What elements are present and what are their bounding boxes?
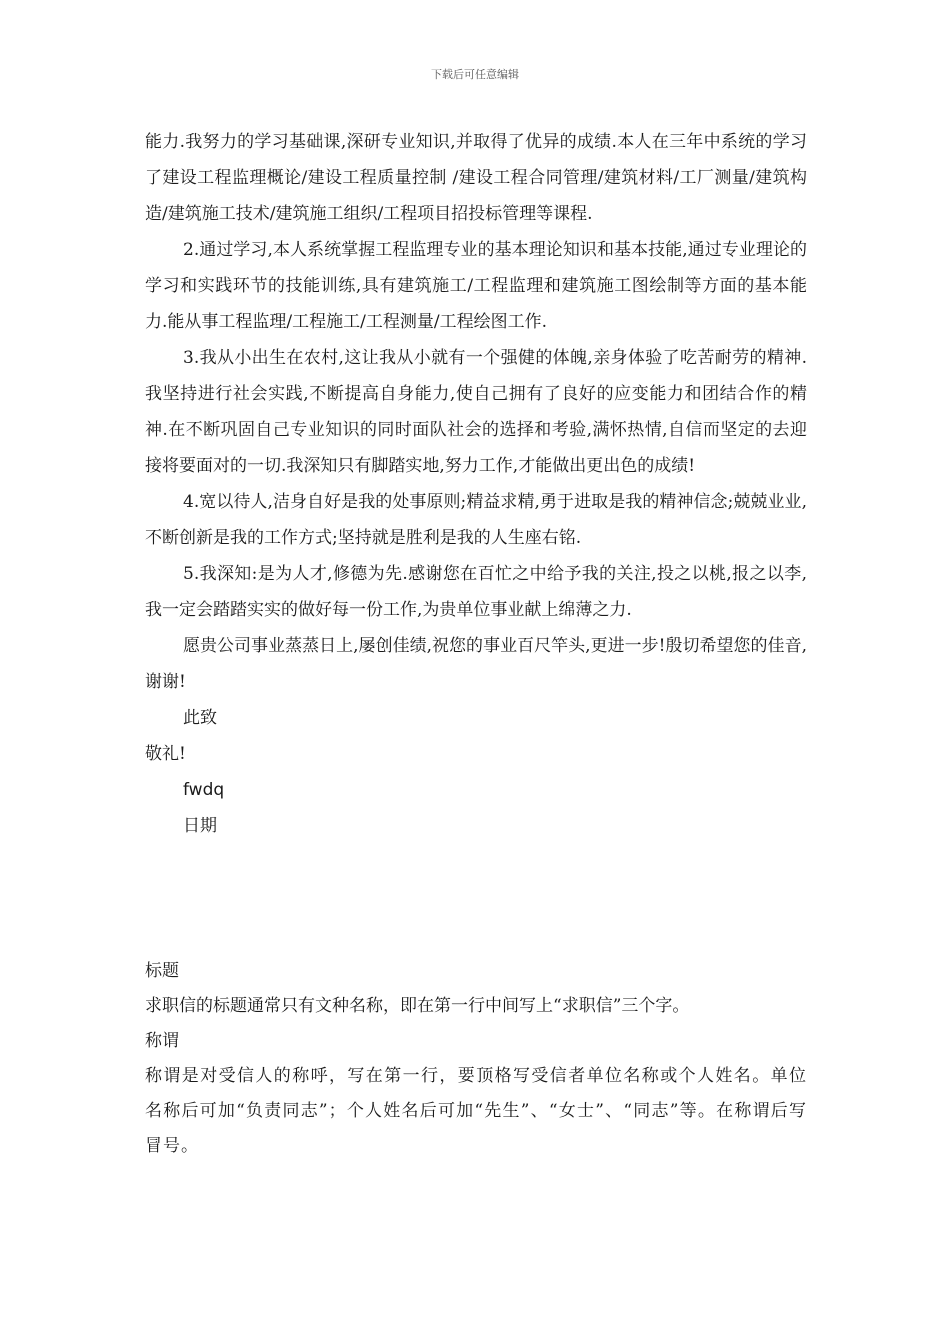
guide-salutation-heading: 称谓 xyxy=(145,1031,179,1051)
paragraph-wishes: 愿贵公司事业蒸蒸日上,屡创佳绩,祝您的事业百尺竿头,更进一步!殷切希望您的佳音,谢谢! xyxy=(145,636,807,692)
writing-guide xyxy=(145,954,807,1164)
guide-salutation-text: 称谓是对受信人的称呼，写在第一行，要顶格写受信者单位名称或个人姓名。单位名称后可加“负责同志”；个人姓名后可加“先生”、“女士”、“同志”等。在称谓后写冒号。 xyxy=(145,1066,807,1156)
page-header-note: 下载后可任意编辑 xyxy=(431,68,519,81)
paragraph-point-3: 3.我从小出生在农村,这让我从小就有一个强健的体魄,亲身体验了吃苦耐劳的精神.我坚持进行社会实践,不断提高自身能力,使自己拥有了良好的应变能力和团结合作的精神.在不断巩固自己专业知识的同时面队社会的选择和考验,满怀热情,自信而坚定的去迎接将要面对的一切.我深知只有脚踏实地,努力工作,才能做出更出色的成绩! xyxy=(145,348,807,476)
paragraph-point-4: 4.宽以待人,洁身自好是我的处事原则;精益求精,勇于进取是我的精神信念;兢兢业业,不断创新是我的工作方式;坚持就是胜利是我的人生座右铭. xyxy=(145,492,807,548)
spacer xyxy=(145,844,807,954)
guide-title-heading: 标题 xyxy=(145,961,179,981)
salute: 敬礼! xyxy=(145,744,186,764)
date-label: 日期 xyxy=(183,816,217,836)
guide-title-text: 求职信的标题通常只有文种名称，即在第一行中间写上“求职信”三个字。 xyxy=(145,996,690,1016)
document-body xyxy=(145,124,807,1164)
paragraph-courses: 能力.我努力的学习基础课,深研专业知识,并取得了优异的成绩.本人在三年中系统的学习了建设工程监理概论/建设工程质量控制 /建设工程合同管理/建筑材料/工厂测量/建筑构造/建筑施工技术/建筑施工组织/工程项目招投标管理等课程. xyxy=(145,132,807,224)
paragraph-point-2: 2.通过学习,本人系统掌握工程监理专业的基本理论知识和基本技能,通过专业理论的学习和实践环节的技能训练,具有建筑施工/工程监理和建筑施工图绘制等方面的基本能力.能从事工程监理/工程施工/工程测量/工程绘图工作. xyxy=(145,240,807,332)
paragraph-point-5: 5.我深知:是为人才,修德为先.感谢您在百忙之中给予我的关注,投之以桃,报之以李,我一定会踏踏实实的做好每一份工作,为贵单位事业献上绵薄之力. xyxy=(145,564,807,620)
closing-phrase: 此致 xyxy=(183,708,217,728)
signature: fwdq xyxy=(183,780,225,800)
